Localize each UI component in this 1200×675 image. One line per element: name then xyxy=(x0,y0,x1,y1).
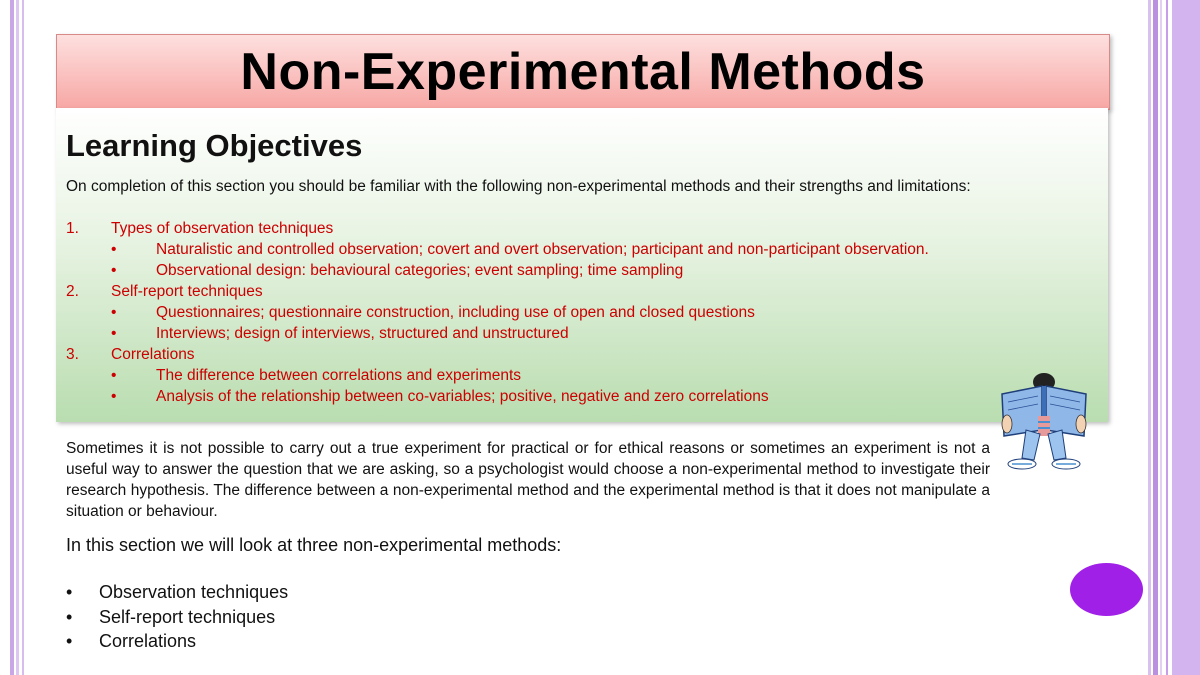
method-label: Observation techniques xyxy=(99,582,289,602)
objective-subitem-text: Interviews; design of interviews, structured and unstructured xyxy=(156,325,569,342)
intro-paragraph: Sometimes it is not possible to carry out a true experiment for practical or for ethical reasons or sometimes an experiment is not a useful way to answer the question that we are asking, so a psychologist would choose a non-experimental method to investigate their research hypothesis. The difference between a non-experimental method and the experimental method is that it does not manipulate a situation or behaviour. xyxy=(66,440,990,520)
bullet-icon: • xyxy=(66,606,73,627)
methods-intro: In this section we will look at three non-experimental methods: xyxy=(66,535,562,555)
right-stripe xyxy=(1160,0,1162,675)
objective-label: Self-report techniques xyxy=(111,283,263,300)
objective-subitem xyxy=(66,262,1096,283)
objective-subitem-text: Questionnaires; questionnaire construction, including use of open and closed questions xyxy=(156,304,755,321)
objective-subitem-text: Naturalistic and controlled observation; covert and overt observation; participant and non-participant observation. xyxy=(156,241,929,258)
left-stripe xyxy=(22,0,24,675)
objective-item xyxy=(66,220,1096,241)
objective-subitem-text: Analysis of the relationship between co-variables; positive, negative and zero correlations xyxy=(156,388,769,405)
title-banner xyxy=(56,34,1110,110)
reading-child-illustration xyxy=(998,372,1090,472)
page-title: Non-Experimental Methods xyxy=(240,43,926,101)
objective-label: Correlations xyxy=(111,346,195,363)
bullet-icon: • xyxy=(66,582,73,602)
right-stripe xyxy=(1153,0,1158,675)
bullet-icon: • xyxy=(111,304,117,321)
objective-item xyxy=(66,283,1096,304)
objective-item xyxy=(66,346,1096,367)
objective-subitem xyxy=(66,241,1096,262)
purple-oval-decoration xyxy=(1070,563,1143,616)
bullet-icon: • xyxy=(66,631,73,651)
bullet-icon: • xyxy=(111,325,117,342)
objective-label: Types of observation techniques xyxy=(111,220,334,237)
right-stripe xyxy=(1172,0,1200,675)
bullet-icon: • xyxy=(111,262,117,279)
method-label: Self-report techniques xyxy=(99,606,276,627)
objective-subitem-text: Observational design: behavioural categories; event sampling; time sampling xyxy=(156,262,684,279)
learning-objectives-box xyxy=(56,108,1108,422)
objective-subitem xyxy=(66,388,1096,409)
method-label: Correlations xyxy=(99,631,197,651)
bullet-icon: • xyxy=(111,367,117,384)
bullet-icon: • xyxy=(111,388,117,405)
left-stripe xyxy=(16,0,19,675)
objective-subitem xyxy=(66,304,1096,325)
objective-number: 3. xyxy=(66,346,79,363)
left-stripe xyxy=(10,0,14,675)
objective-number: 2. xyxy=(66,283,79,300)
objective-number: 1. xyxy=(66,220,79,237)
objectives-intro: On completion of this section you should be familiar with the following non-experimental methods and their strengths and limitations: xyxy=(66,178,971,195)
objective-subitem xyxy=(66,367,1096,388)
right-stripe xyxy=(1166,0,1168,675)
objective-subitem-text: The difference between correlations and experiments xyxy=(156,367,522,384)
bullet-icon: • xyxy=(111,241,117,258)
objective-subitem xyxy=(66,325,1096,346)
objectives-heading: Learning Objectives xyxy=(66,128,363,163)
right-stripe xyxy=(1148,0,1151,675)
objectives-list xyxy=(66,220,1096,409)
